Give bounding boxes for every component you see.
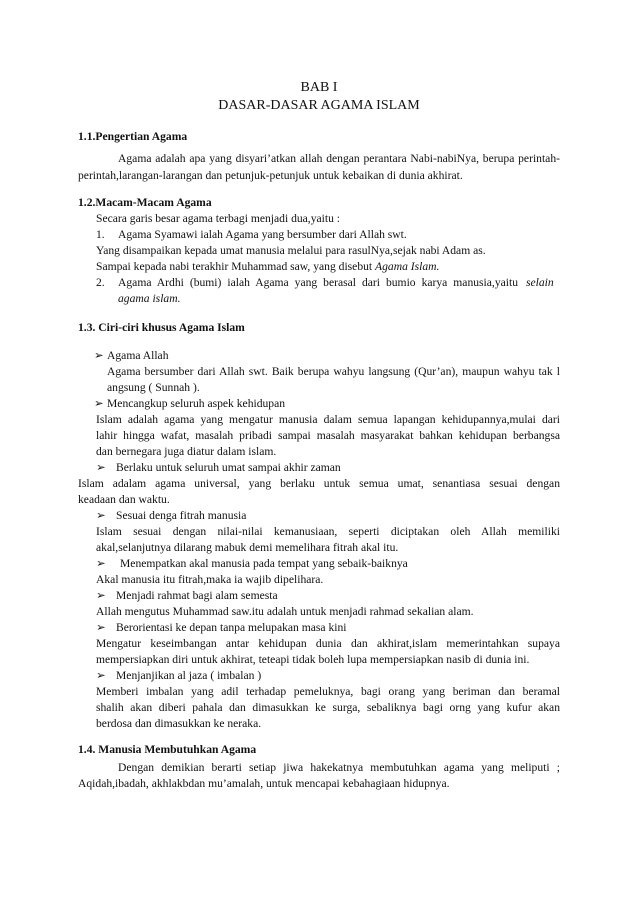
arrow-bullet-icon: ➢: [96, 589, 106, 602]
paragraph-line: berdosa dan dimasukkan ke neraka.: [96, 717, 262, 730]
arrow-bullet-icon: ➢: [96, 509, 106, 522]
bullet-item: [96, 620, 347, 636]
bullet-item: [94, 348, 169, 364]
paragraph-line: Islam adalah agama yang mengatur manusia dalam semua lapangan kehidupannya,mulai dari: [96, 413, 560, 426]
bullet-label: Sesuai denga fitrah manusia: [116, 509, 247, 522]
arrow-bullet-icon: ➢: [96, 557, 106, 570]
paragraph-line: dan bernegara juga diatur dalam islam.: [96, 445, 277, 458]
bullet-label: Menjadi rahmat bagi alam semesta: [116, 589, 278, 602]
paragraph-line: mempersiapkan diri untuk akhirat, teteapi tidak boleh lupa mempersiapkan nasib di dunia ini.: [96, 653, 530, 666]
bullet-item: [96, 588, 278, 604]
emphasis-text: agama islam.: [118, 292, 181, 305]
paragraph-line: lahir hingga wafat, masalah pribadi sampai masalah masyarakat bahkan kehidupan berbangsa: [96, 429, 560, 442]
bullet-item: [96, 460, 341, 476]
bullet-item: [96, 508, 246, 524]
section-heading-1-2: 1.2.Macam-Macam Agama: [78, 196, 212, 209]
paragraph-line: Akal manusia itu fitrah,maka ia wajib dipelihara.: [96, 573, 324, 586]
section-heading-1-3: 1.3. Ciri-ciri khusus Agama Islam: [78, 321, 245, 334]
bullet-label: Menempatkan akal manusia pada tempat yang sebaik-baiknya: [120, 557, 408, 570]
arrow-bullet-icon: ➢: [96, 621, 106, 634]
list-item-2-number: 2.: [96, 276, 105, 289]
paragraph-line: [96, 259, 439, 275]
emphasis-text: selain: [526, 276, 554, 289]
chapter-title: DASAR-DASAR AGAMA ISLAM: [218, 98, 420, 113]
paragraph-line: Memberi imbalan yang adil terhadap pemeluknya, bagi orang yang beriman dan beramal: [96, 685, 560, 698]
paragraph-line: Secara garis besar agama terbagi menjadi dua,yaitu :: [96, 212, 341, 225]
paragraph-line: Mengatur keseimbangan antar kehidupan dunia dan akhirat,islam memerintahkan supaya: [96, 637, 560, 650]
paragraph-line: angsung ( Sunnah ).: [107, 381, 200, 394]
arrow-bullet-icon: ➢: [94, 397, 104, 410]
arrow-bullet-icon: ➢: [96, 669, 106, 682]
paragraph-line: Agama bersumber dari Allah swt. Baik berupa wahyu langsung (Qur’an), maupun wahyu tak l: [107, 365, 560, 378]
bullet-item: [94, 396, 285, 412]
paragraph-line: keadaan dan waktu.: [78, 493, 170, 506]
emphasis-text: Agama Islam.: [375, 260, 440, 273]
bullet-label: Mencangkup seluruh aspek kehidupan: [107, 397, 286, 410]
bullet-item: [96, 668, 261, 684]
paragraph-line: Islam sesuai dengan nilai-nilai kemanusiaan, seperti diciptakan oleh Allah memiliki: [96, 525, 560, 538]
paragraph-line: Islam adalam agama universal, yang berlaku untuk semua umat, senantiasa sesuai dengan: [78, 477, 560, 490]
list-number: 1.: [96, 228, 105, 241]
arrow-bullet-icon: ➢: [96, 461, 106, 474]
paragraph-line: Agama adalah apa yang disyari’atkan allah dengan perantara Nabi-nabiNya, berupa perintah-: [118, 152, 560, 165]
chapter-number: BAB I: [300, 80, 338, 95]
bullet-label: Berlaku untuk seluruh umat sampai akhir zaman: [116, 461, 341, 474]
bullet-label: Agama Allah: [107, 349, 169, 362]
paragraph-line: Aqidah,ibadah, akhlakbdan mu’amalah, untuk mencapai kebahagiaan hidupnya.: [78, 777, 450, 790]
list-item-2-text: Agama Ardhi (bumi) ialah Agama yang berasal dari bumio karya manusia,yaitu: [118, 276, 518, 289]
section-heading-1-1: 1.1.Pengertian Agama: [78, 130, 188, 143]
paragraph-line: akal,selanjutnya dilarang mabuk demi memelihara fitrah akal itu.: [96, 541, 399, 554]
paragraph-line: perintah,larangan-larangan dan petunjuk-petunjuk untuk kebaikan di dunia akhirat.: [78, 169, 463, 182]
text-run: Sampai kepada nabi terakhir Muhammad saw, yang disebut: [96, 260, 376, 273]
bullet-label: Menjanjikan al jaza ( imbalan ): [116, 669, 262, 682]
paragraph-line: shalih akan diberi pahala dan dimasukkan ke surga, sebaliknya bagi orng yang kufur akan: [96, 701, 560, 714]
arrow-bullet-icon: ➢: [94, 349, 104, 362]
paragraph-line: Yang disampaikan kepada umat manusia melalui para rasulNya,sejak nabi Adam as.: [96, 244, 486, 257]
bullet-item: [96, 556, 408, 572]
paragraph-line: Allah mengutus Muhammad saw.itu adalah untuk menjadi rahmad sekalian alam.: [96, 605, 474, 618]
bullet-label: Berorientasi ke depan tanpa melupakan masa kini: [116, 621, 347, 634]
list-item-1: [96, 227, 407, 243]
paragraph-line: Dengan demikian berarti setiap jiwa hakekatnya membutuhkan agama yang meliputi ;: [118, 761, 560, 774]
list-text: Agama Syamawi ialah Agama yang bersumber dari Allah swt.: [118, 228, 407, 241]
section-heading-1-4: 1.4. Manusia Membutuhkan Agama: [78, 743, 257, 756]
